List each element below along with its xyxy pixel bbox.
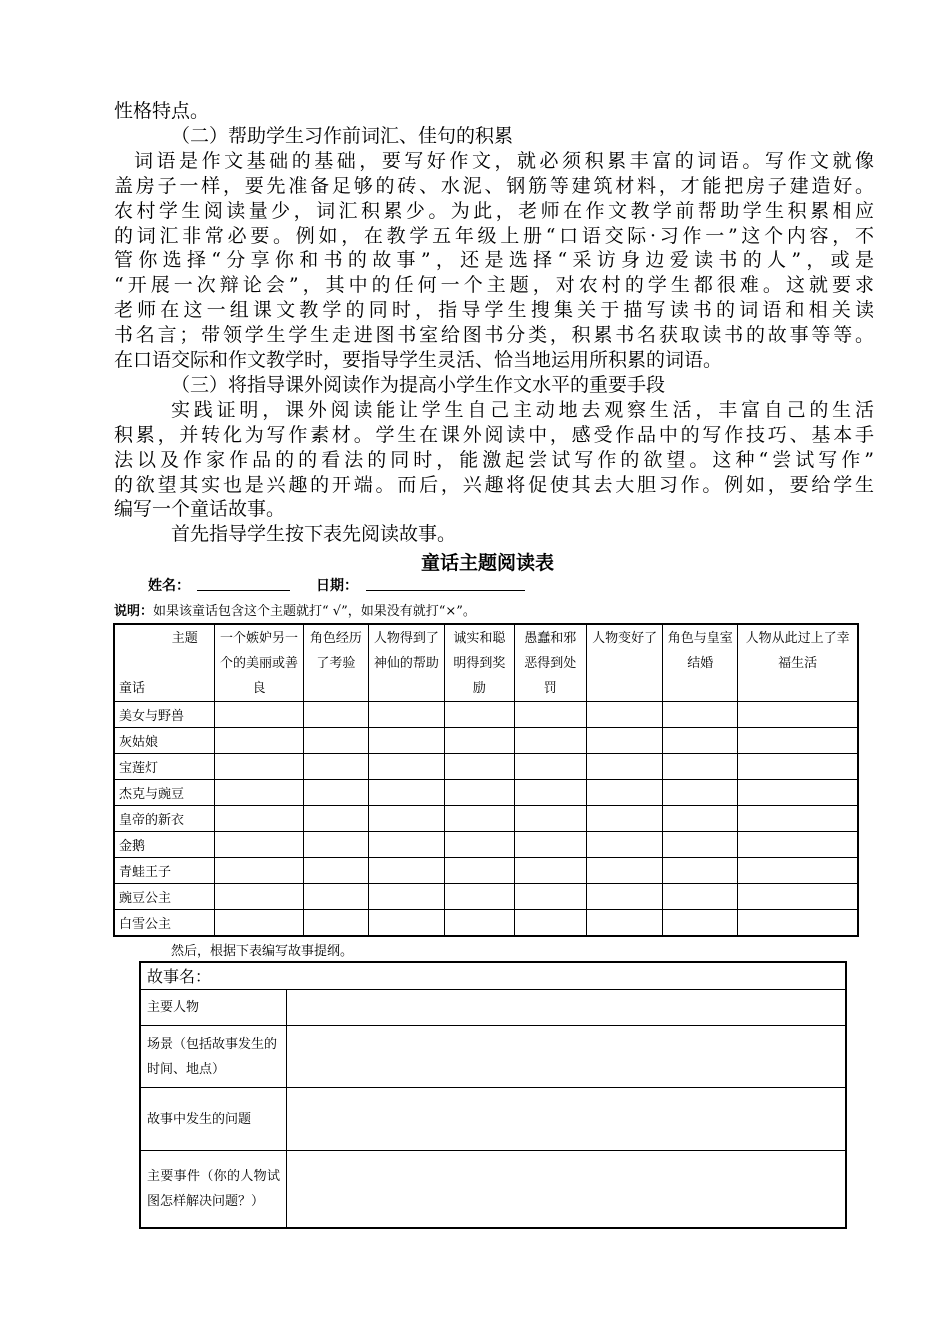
table-row: [114, 780, 858, 806]
check-cell[interactable]: [445, 806, 515, 832]
table-row: [114, 858, 858, 884]
outline-row: [140, 990, 846, 1026]
story-name: 金鹅: [114, 832, 214, 858]
outline-input[interactable]: [287, 1088, 847, 1151]
outline-row: [140, 1088, 846, 1151]
story-name: 宝莲灯: [114, 754, 214, 780]
check-cell[interactable]: [445, 702, 515, 728]
text-line: 书名言；带领学生学生走进图书室给图书分类，积累书名获取读书的故事等等。: [114, 324, 874, 347]
check-cell[interactable]: [514, 832, 586, 858]
check-cell[interactable]: [304, 780, 368, 806]
table-row: [114, 910, 858, 937]
check-cell[interactable]: [214, 754, 303, 780]
check-cell[interactable]: [304, 702, 368, 728]
story-name: 豌豆公主: [114, 884, 214, 910]
story-name: 青蛙王子: [114, 858, 214, 884]
outline-intro: 然后，根据下表编写故事提纲。: [171, 944, 354, 959]
theme-header: 角色经历了考验: [304, 624, 368, 702]
check-cell[interactable]: [445, 884, 515, 910]
check-cell[interactable]: [663, 780, 738, 806]
check-cell[interactable]: [445, 780, 515, 806]
text-line: 性格特点。: [114, 100, 210, 122]
outline-input[interactable]: [287, 990, 847, 1026]
table-row: [114, 754, 858, 780]
instruction-note: 说明：如果该童话包含这个主题就打“ √”，如果没有就打“×”。: [114, 604, 476, 619]
outline-label: 主要人物: [140, 990, 287, 1026]
text-line: 老师在这一组课文教学的同时，指导学生搜集关于描写读书的词语和相关读: [114, 299, 874, 322]
check-cell[interactable]: [663, 754, 738, 780]
check-cell[interactable]: [368, 780, 445, 806]
check-cell[interactable]: [214, 910, 303, 937]
check-cell[interactable]: [304, 754, 368, 780]
check-cell[interactable]: [214, 702, 303, 728]
theme-header: 人物变好了: [586, 624, 663, 702]
text-line: 的欲望其实也是兴趣的开端。而后，兴趣将促使其去大胆习作。例如，要给学生: [114, 473, 874, 496]
text-line: 法以及作家作品的的看法的同时，能激起尝试写作的欲望。这种“尝试写作”: [114, 448, 874, 471]
check-cell[interactable]: [304, 884, 368, 910]
date-field[interactable]: [366, 590, 525, 591]
check-cell[interactable]: [304, 806, 368, 832]
check-cell[interactable]: [738, 754, 858, 780]
outline-input[interactable]: [287, 1026, 847, 1088]
check-cell[interactable]: [514, 858, 586, 884]
text-line: 词语是作文基础的基础，要写好作文，就必须积累丰富的词语。写作文就像: [134, 149, 874, 172]
story-name-label: 故事名：: [140, 962, 846, 990]
table-row: [114, 702, 858, 728]
table-row: [114, 806, 858, 832]
check-cell[interactable]: [586, 832, 663, 858]
text-line: （三）将指导课外阅读作为提高小学生作文水平的重要手段: [171, 373, 666, 396]
theme-header: 愚蠢和邪恶得到处罚: [514, 624, 586, 702]
table-row: [114, 884, 858, 910]
outline-input[interactable]: [287, 1151, 847, 1229]
table-row: [114, 832, 858, 858]
outline-row: [140, 1026, 846, 1088]
check-cell[interactable]: [586, 780, 663, 806]
story-name: 杰克与豌豆: [114, 780, 214, 806]
check-cell[interactable]: [738, 910, 858, 937]
check-cell[interactable]: [514, 884, 586, 910]
check-cell[interactable]: [368, 884, 445, 910]
check-cell[interactable]: [445, 728, 515, 754]
check-cell[interactable]: [304, 728, 368, 754]
outline-row: [140, 1151, 846, 1229]
table-row: [114, 728, 858, 754]
text-line: 积累，并转化为写作素材。学生在课外阅读中，感受作品中的写作技巧、基本手: [114, 423, 874, 446]
check-cell[interactable]: [304, 858, 368, 884]
check-cell[interactable]: [738, 780, 858, 806]
check-cell[interactable]: [445, 832, 515, 858]
check-cell[interactable]: [586, 728, 663, 754]
check-cell[interactable]: [738, 806, 858, 832]
table-title: 童话主题阅读表: [420, 552, 554, 574]
text-line: “开展一次辩论会”，其中的任何一个主题，对农村的学生都很难。这就要求: [114, 274, 874, 297]
check-cell[interactable]: [514, 780, 586, 806]
story-outline-table: [139, 961, 847, 1229]
check-cell[interactable]: [586, 806, 663, 832]
outline-label: 场景（包括故事发生的时间、地点）: [140, 1026, 287, 1088]
check-cell[interactable]: [663, 806, 738, 832]
check-cell[interactable]: [445, 754, 515, 780]
text-line: 盖房子一样，要先准备足够的砖、水泥、钢筋等建筑材料，才能把房子建造好。: [114, 174, 874, 197]
story-name: 美女与野兽: [114, 702, 214, 728]
check-cell[interactable]: [586, 702, 663, 728]
check-cell[interactable]: [738, 728, 858, 754]
check-cell[interactable]: [663, 832, 738, 858]
theme-header: 角色与皇室结婚: [663, 624, 738, 702]
check-cell[interactable]: [304, 832, 368, 858]
story-name: 白雪公主: [114, 910, 214, 937]
check-cell[interactable]: [514, 806, 586, 832]
check-cell[interactable]: [514, 728, 586, 754]
text-line: 农村学生阅读量少，词汇积累少。为此，老师在作文教学前帮助学生积累相应: [114, 199, 874, 222]
check-cell[interactable]: [586, 858, 663, 884]
check-cell[interactable]: [514, 702, 586, 728]
check-cell[interactable]: [214, 858, 303, 884]
check-cell[interactable]: [586, 884, 663, 910]
check-cell[interactable]: [738, 832, 858, 858]
name-label: 姓名：: [148, 578, 190, 594]
text-line: 管你选择“分享你和书的故事”，还是选择“采访身边爱读书的人”，或是: [114, 249, 874, 272]
check-cell[interactable]: [445, 910, 515, 937]
check-cell[interactable]: [586, 910, 663, 937]
check-cell[interactable]: [368, 832, 445, 858]
check-cell[interactable]: [368, 702, 445, 728]
outline-label: 故事中发生的问题: [140, 1088, 287, 1151]
outline-label: 主要事件（你的人物试图怎样解决问题？）: [140, 1151, 287, 1229]
check-cell[interactable]: [663, 884, 738, 910]
text-line: （二）帮助学生习作前词汇、佳句的积累: [171, 124, 514, 147]
check-cell[interactable]: [214, 806, 303, 832]
text-line: 在口语交际和作文教学时，要指导学生灵活、恰当地运用所积累的词语。: [114, 349, 723, 371]
check-cell[interactable]: [514, 754, 586, 780]
text-line: 的词汇非常必要。例如，在教学五年级上册“口语交际·习作一”这个内容，不: [114, 224, 874, 247]
text-line: 编写一个童话故事。: [114, 498, 286, 521]
check-cell[interactable]: [445, 858, 515, 884]
check-cell[interactable]: [214, 780, 303, 806]
check-cell[interactable]: [368, 806, 445, 832]
name-field[interactable]: [197, 590, 290, 591]
check-cell[interactable]: [368, 858, 445, 884]
check-cell[interactable]: [586, 754, 663, 780]
check-cell[interactable]: [514, 910, 586, 937]
check-cell[interactable]: [738, 884, 858, 910]
check-cell[interactable]: [663, 728, 738, 754]
theme-header: 人物从此过上了幸福生活: [738, 624, 858, 702]
theme-header: 人物得到了神仙的帮助: [368, 624, 445, 702]
check-cell[interactable]: [663, 702, 738, 728]
check-cell[interactable]: [214, 728, 303, 754]
check-cell[interactable]: [304, 910, 368, 937]
check-cell[interactable]: [214, 884, 303, 910]
story-name: 皇帝的新衣: [114, 806, 214, 832]
check-cell[interactable]: [663, 858, 738, 884]
corner-header: 主题 童话: [114, 624, 214, 702]
check-cell[interactable]: [214, 832, 303, 858]
story-name: 灰姑娘: [114, 728, 214, 754]
theme-header: 诚实和聪明得到奖励: [445, 624, 515, 702]
check-cell[interactable]: [368, 910, 445, 937]
check-cell[interactable]: [738, 858, 858, 884]
check-cell[interactable]: [663, 910, 738, 937]
theme-header: 一个嫉妒另一个的美丽或善良: [214, 624, 303, 702]
text-line: 首先指导学生按下表先阅读故事。: [171, 523, 457, 546]
check-cell[interactable]: [368, 754, 445, 780]
date-label: 日期：: [316, 578, 358, 594]
fairy-tale-theme-table: [113, 623, 859, 937]
text-line: 实践证明，课外阅读能让学生自己主动地去观察生活，丰富自己的生活: [171, 398, 874, 421]
check-cell[interactable]: [738, 702, 858, 728]
check-cell[interactable]: [368, 728, 445, 754]
